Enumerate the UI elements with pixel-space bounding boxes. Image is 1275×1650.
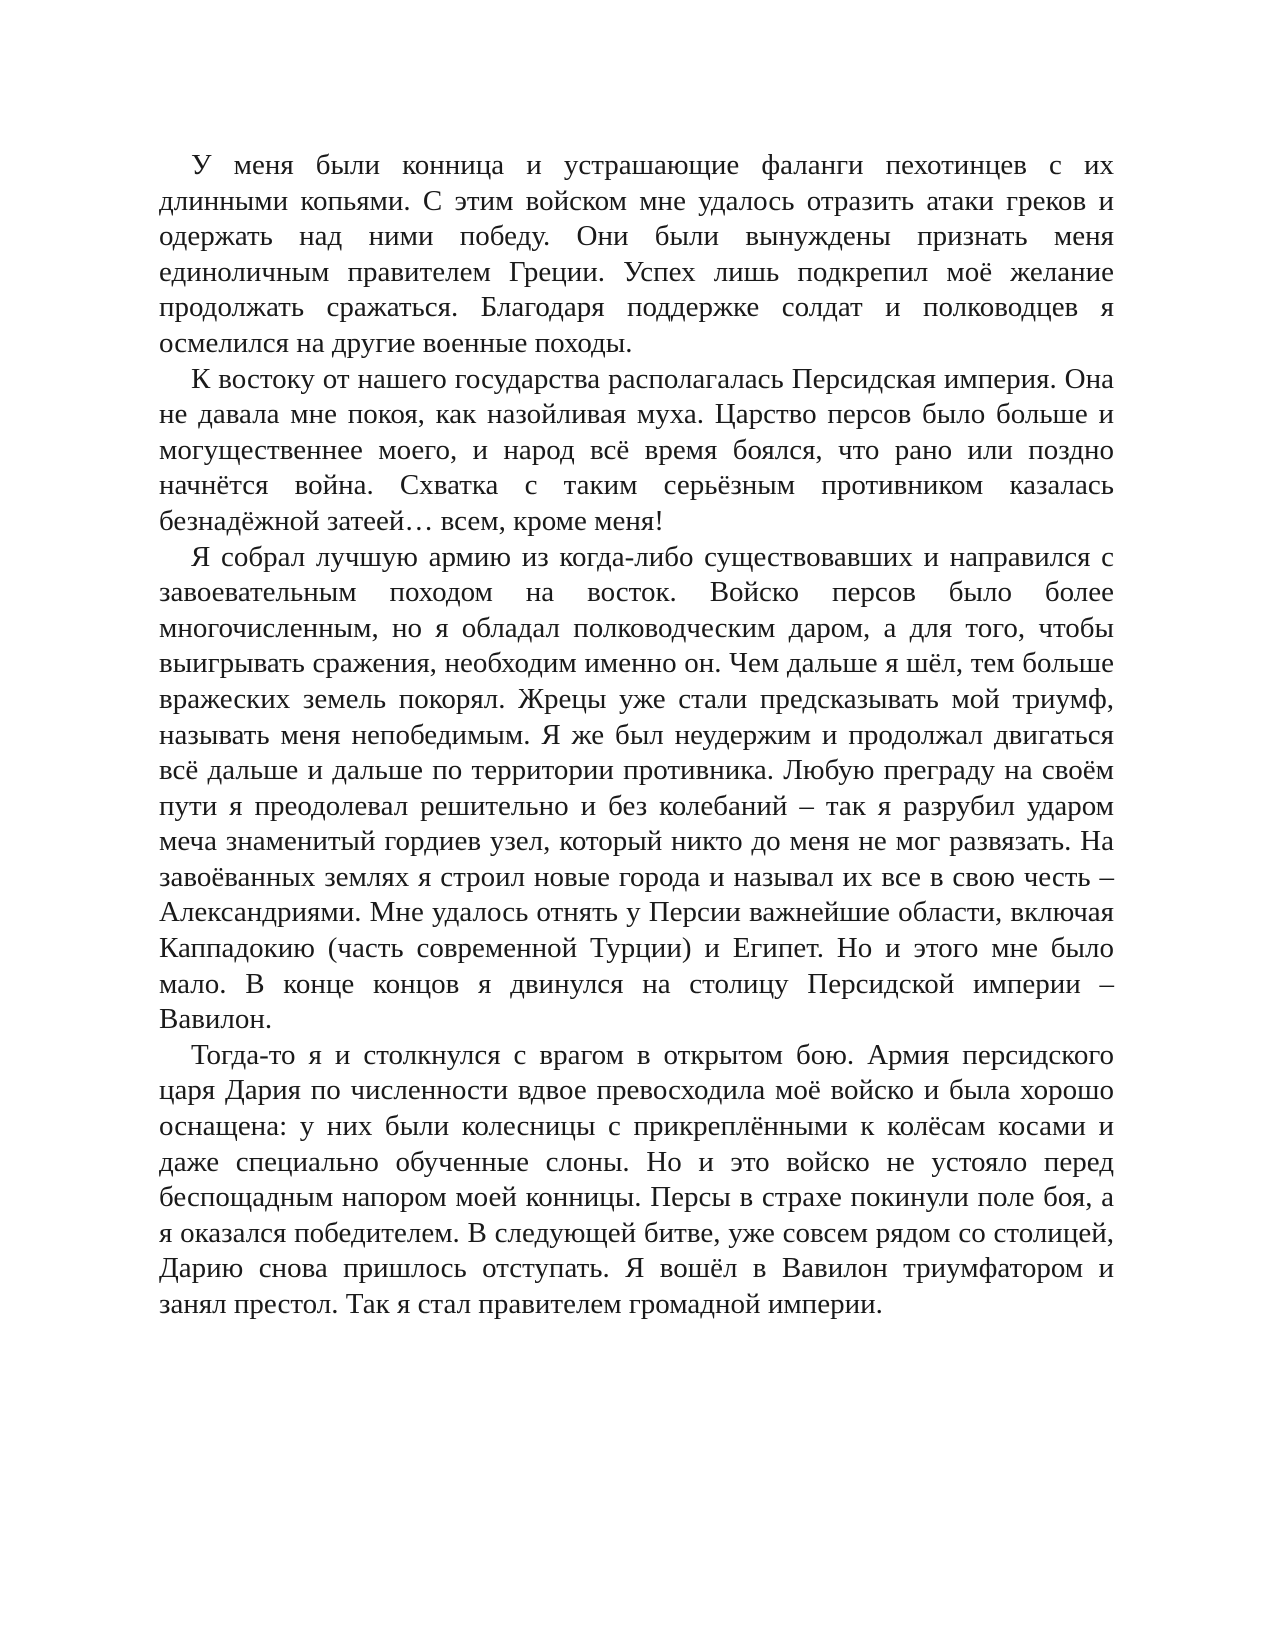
paragraph-2: К востоку от нашего государства располагалась Персидская империя. Она не давала мне покоя, как назойливая муха. Царство персов было больше и могущественнее моего, и народ всё время боялся, что рано или поздно начнётся война. Схватка с таким серьёзным противником казалась безнадёжной затеей… всем, кроме меня! bbox=[159, 362, 1114, 537]
body-text bbox=[159, 148, 1114, 1323]
paragraph-3: Я собрал лучшую армию из когда-либо существовавших и направился с завоевательным походом на восток. Войско персов было более многочисленным, но я обладал полководческим даром, а для того, чтобы выигрывать сражения, необходим именно он. Чем дальше я шёл, тем больше вражеских земель покорял. Жрецы уже стали предсказывать мой триумф, называть меня непобедимым. Я же был неудержим и продолжал двигаться всё дальше и дальше по территории противника. Любую преграду на своём пути я преодолевал решительно и без колебаний – так я разрубил ударом меча знаменитый гордиев узел, который никто до меня не мог развязать. На завоёванных землях я строил новые города и называл их все в свою честь – Александриями. Мне удалось отнять у Персии важнейшие области, включая Каппадокию (часть современной Турции) и Египет. Но и этого мне было мало. В конце концов я двинулся на столицу Персидской империи – Вавилон. bbox=[159, 540, 1114, 1036]
paragraph-4: Тогда-то я и столкнулся с врагом в открытом бою. Армия персидского царя Дария по численности вдвое превосходила моё войско и была хорошо оснащена: у них были колесницы с прикреплёнными к колёсам косами и даже специально обученные слоны. Но и это войско не устояло перед беспощадным напором моей конницы. Персы в страхе покинули поле боя, а я оказался победителем. В следующей битве, уже совсем рядом со столицей, Дарию снова пришлось отступать. Я вошёл в Вавилон триумфатором и занял престол. Так я стал правителем громадной империи. bbox=[159, 1038, 1114, 1320]
paragraph-1: У меня были конница и устрашающие фаланги пехотинцев с их длинными копьями. С этим войском мне удалось отразить атаки греков и одержать над ними победу. Они были вынуждены признать меня единоличным правителем Греции. Успех лишь подкрепил моё желание продолжать сражаться. Благодаря поддержке солдат и полководцев я осмелился на другие военные походы. bbox=[159, 149, 1114, 359]
